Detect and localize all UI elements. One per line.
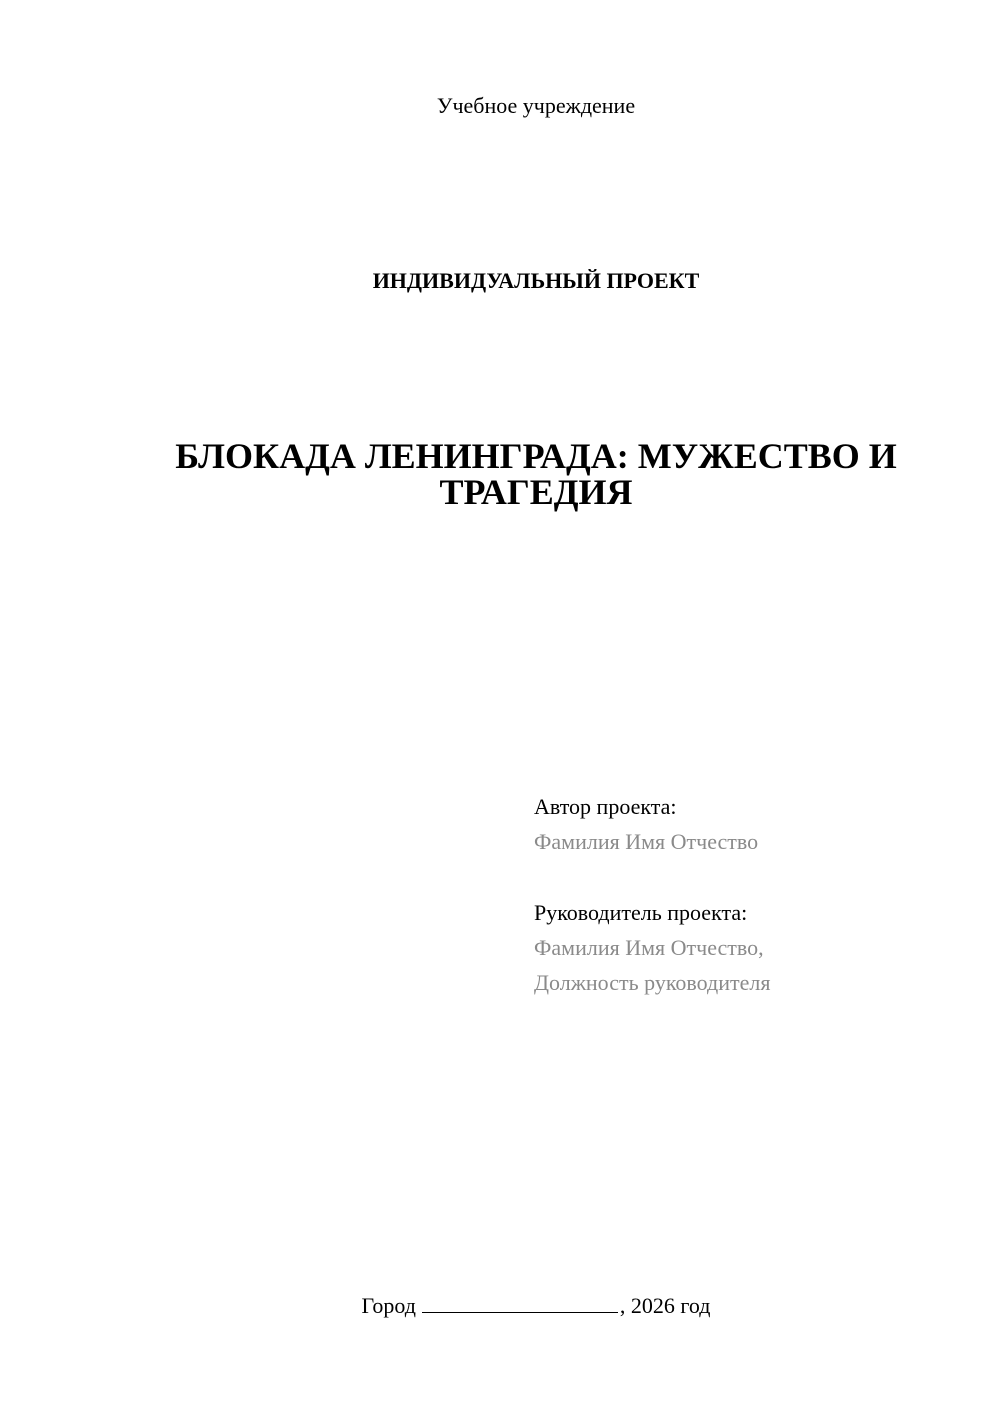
city-year-footer bbox=[0, 1292, 1000, 1320]
supervisor-label: Руководитель проекта: bbox=[534, 900, 748, 925]
author-label: Автор проекта: bbox=[534, 794, 677, 819]
credits-spacer bbox=[534, 859, 974, 895]
project-type-heading: ИНДИВИДУАЛЬНЫЙ ПРОЕКТ bbox=[372, 268, 700, 293]
credits-block bbox=[534, 789, 974, 1000]
project-title bbox=[100, 438, 972, 510]
supervisor-position: Должность руководителя bbox=[534, 970, 771, 995]
author-name: Фамилия Имя Отчество bbox=[534, 829, 759, 854]
city-blank-line bbox=[422, 1294, 618, 1313]
project-title-line-2: ТРАГЕДИЯ bbox=[439, 472, 633, 512]
supervisor-name: Фамилия Имя Отчество, bbox=[534, 935, 764, 960]
project-title-line-1: БЛОКАДА ЛЕНИНГРАДА: МУЖЕСТВО И bbox=[175, 436, 897, 476]
city-label: Город bbox=[361, 1293, 416, 1318]
year-text: , 2026 год bbox=[619, 1293, 711, 1318]
institution-name: Учебное учреждение bbox=[436, 93, 636, 118]
